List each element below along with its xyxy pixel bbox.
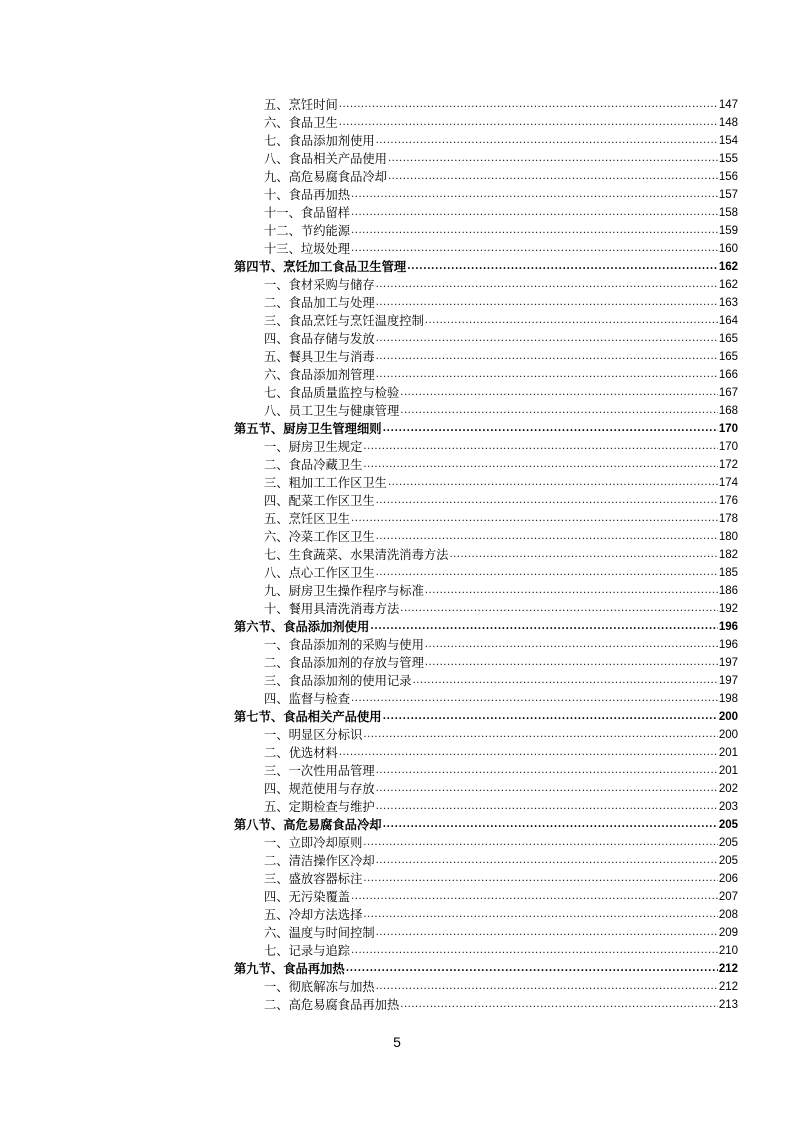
toc-item-entry[interactable] xyxy=(234,870,738,888)
toc-item-entry[interactable] xyxy=(234,780,738,798)
dot-leader xyxy=(370,618,718,636)
toc-entry-title: 五、餐具卫生与消毒 xyxy=(264,350,375,364)
toc-entry-title: 三、一次性用品管理 xyxy=(264,764,375,778)
toc-entry-page: 192 xyxy=(718,603,738,615)
toc-entry-title: 一、食品添加剂的采购与使用 xyxy=(264,638,424,652)
toc-section-entry[interactable] xyxy=(234,708,738,726)
dot-leader xyxy=(425,654,718,672)
dot-leader xyxy=(400,600,718,618)
toc-entry-page: 162 xyxy=(718,279,738,291)
toc-entry-page: 212 xyxy=(718,981,738,993)
toc-item-entry[interactable] xyxy=(234,798,738,816)
toc-entry-page: 159 xyxy=(718,225,738,237)
toc-entry-page: 210 xyxy=(718,945,738,957)
toc-entry-title: 一、厨房卫生规定 xyxy=(264,440,363,454)
toc-entry-page: 205 xyxy=(718,837,738,849)
dot-leader xyxy=(351,186,718,204)
toc-entry-page: 201 xyxy=(718,747,738,759)
dot-leader xyxy=(376,564,718,582)
toc-item-entry[interactable] xyxy=(234,474,738,492)
toc-section-entry[interactable] xyxy=(234,258,738,276)
toc-item-entry[interactable] xyxy=(234,996,738,1014)
toc-entry-title: 七、记录与追踪 xyxy=(264,944,351,958)
toc-item-entry[interactable] xyxy=(234,150,738,168)
toc-entry-page: 197 xyxy=(718,675,738,687)
dot-leader xyxy=(339,114,718,132)
toc-entry-title: 第五节、厨房卫生管理细则 xyxy=(234,421,382,436)
toc-item-entry[interactable] xyxy=(234,294,738,312)
toc-entry-title: 十、餐用具清洗消毒方法 xyxy=(264,602,400,616)
toc-item-entry[interactable] xyxy=(234,762,738,780)
dot-leader xyxy=(383,420,718,438)
dot-leader xyxy=(376,348,718,366)
dot-leader xyxy=(351,888,718,906)
toc-entry-title: 四、监督与检查 xyxy=(264,692,351,706)
toc-entry-title: 十、食品再加热 xyxy=(264,188,351,202)
toc-item-entry[interactable] xyxy=(234,942,738,960)
toc-entry-page: 200 xyxy=(718,711,738,723)
dot-leader xyxy=(425,582,718,600)
dot-leader xyxy=(400,996,718,1014)
toc-entry-page: 164 xyxy=(718,315,738,327)
dot-leader xyxy=(351,942,718,960)
toc-item-entry[interactable] xyxy=(234,672,738,690)
dot-leader xyxy=(376,762,718,780)
toc-entry-title: 九、高危易腐食品冷却 xyxy=(264,170,387,184)
dot-leader xyxy=(376,276,718,294)
dot-leader xyxy=(363,456,717,474)
toc-entry-page: 147 xyxy=(718,99,738,111)
toc-entry-title: 八、员工卫生与健康管理 xyxy=(264,404,400,418)
toc-entry-title: 七、食品添加剂使用 xyxy=(264,134,375,148)
dot-leader xyxy=(351,690,718,708)
toc-item-entry[interactable] xyxy=(234,906,738,924)
toc-entry-title: 十三、垃圾处理 xyxy=(264,242,351,256)
toc-item-entry[interactable] xyxy=(234,834,738,852)
dot-leader xyxy=(388,150,718,168)
dot-leader xyxy=(413,672,718,690)
toc-item-entry[interactable] xyxy=(234,564,738,582)
toc-section-entry[interactable] xyxy=(234,960,738,978)
toc-entry-page: 165 xyxy=(718,333,738,345)
toc-item-entry[interactable] xyxy=(234,636,738,654)
toc-entry-title: 九、厨房卫生操作程序与标准 xyxy=(264,584,424,598)
toc-entry-title: 三、食品添加剂的使用记录 xyxy=(264,674,412,688)
toc-entry-title: 第六节、食品添加剂使用 xyxy=(234,619,370,634)
toc-entry-page: 202 xyxy=(718,783,738,795)
toc-item-entry[interactable] xyxy=(234,888,738,906)
toc-item-entry[interactable] xyxy=(234,312,738,330)
toc-entry-title: 八、食品相关产品使用 xyxy=(264,152,387,166)
dot-leader xyxy=(363,438,717,456)
toc-entry-title: 第四节、烹饪加工食品卫生管理 xyxy=(234,259,407,274)
dot-leader xyxy=(351,222,718,240)
toc-entry-page: 158 xyxy=(718,207,738,219)
dot-leader xyxy=(346,960,718,978)
toc-entry-page: 178 xyxy=(718,513,738,525)
toc-entry-page: 162 xyxy=(718,261,738,273)
dot-leader xyxy=(376,294,718,312)
dot-leader xyxy=(376,528,718,546)
toc-entry-title: 一、彻底解冻与加热 xyxy=(264,980,375,994)
toc-item-entry[interactable] xyxy=(234,510,738,528)
toc-item-entry[interactable] xyxy=(234,528,738,546)
toc-entry-title: 二、高危易腐食品再加热 xyxy=(264,998,400,1012)
dot-leader xyxy=(363,870,717,888)
dot-leader xyxy=(388,168,718,186)
toc-entry-page: 165 xyxy=(718,351,738,363)
toc-entry-page: 185 xyxy=(718,567,738,579)
toc-entry-title: 一、立即冷却原则 xyxy=(264,836,363,850)
toc-entry-title: 第八节、高危易腐食品冷却 xyxy=(234,817,382,832)
toc-entry-title: 二、清洁操作区冷却 xyxy=(264,854,375,868)
toc-entry-title: 十一、食品留样 xyxy=(264,206,351,220)
toc-entry-page: 212 xyxy=(718,963,738,975)
toc-entry-title: 八、点心工作区卫生 xyxy=(264,566,375,580)
dot-leader xyxy=(407,258,718,276)
toc-entry-page: 156 xyxy=(718,171,738,183)
toc-section-entry[interactable] xyxy=(234,618,738,636)
toc-entry-title: 四、配菜工作区卫生 xyxy=(264,494,375,508)
toc-entry-title: 六、温度与时间控制 xyxy=(264,926,375,940)
toc-entry-title: 十二、节约能源 xyxy=(264,224,351,238)
toc-entry-page: 196 xyxy=(718,621,738,633)
toc-item-entry[interactable] xyxy=(234,276,738,294)
dot-leader xyxy=(376,780,718,798)
dot-leader xyxy=(376,852,718,870)
toc-entry-page: 208 xyxy=(718,909,738,921)
toc-entry-page: 167 xyxy=(718,387,738,399)
toc-entry-page: 176 xyxy=(718,495,738,507)
toc-entry-page: 198 xyxy=(718,693,738,705)
toc-section-entry[interactable] xyxy=(234,816,738,834)
toc-entry-title: 二、食品添加剂的存放与管理 xyxy=(264,656,424,670)
toc-entry-page: 201 xyxy=(718,765,738,777)
toc-entry-title: 三、粗加工工作区卫生 xyxy=(264,476,387,490)
dot-leader xyxy=(339,744,718,762)
toc-entry-title: 第七节、食品相关产品使用 xyxy=(234,709,382,724)
toc-entry-page: 197 xyxy=(718,657,738,669)
toc-entry-page: 148 xyxy=(718,117,738,129)
dot-leader xyxy=(363,906,717,924)
toc-entry-page: 205 xyxy=(718,855,738,867)
dot-leader xyxy=(351,204,718,222)
toc-entry-page: 203 xyxy=(718,801,738,813)
toc-item-entry[interactable] xyxy=(234,978,738,996)
toc-item-entry[interactable] xyxy=(234,492,738,510)
dot-leader xyxy=(376,978,718,996)
dot-leader xyxy=(383,708,718,726)
toc-entry-title: 一、明显区分标识 xyxy=(264,728,363,742)
dot-leader xyxy=(363,726,717,744)
toc-entry-page: 166 xyxy=(718,369,738,381)
toc-item-entry[interactable] xyxy=(234,222,738,240)
toc-entry-page: 168 xyxy=(718,405,738,417)
toc-entry-title: 四、无污染覆盖 xyxy=(264,890,351,904)
dot-leader xyxy=(383,816,718,834)
toc-entry-page: 196 xyxy=(718,639,738,651)
toc-entry-page: 163 xyxy=(718,297,738,309)
toc-entry-page: 170 xyxy=(718,441,738,453)
toc-item-entry[interactable] xyxy=(234,600,738,618)
toc-item-entry[interactable] xyxy=(234,204,738,222)
dot-leader xyxy=(339,96,718,114)
toc-item-entry[interactable] xyxy=(234,384,738,402)
dot-leader xyxy=(376,798,718,816)
toc-entry-page: 174 xyxy=(718,477,738,489)
dot-leader xyxy=(376,132,718,150)
toc-entry-page: 170 xyxy=(718,423,738,435)
toc-entry-page: 155 xyxy=(718,153,738,165)
toc-entry-page: 207 xyxy=(718,891,738,903)
toc-entry-title: 六、食品添加剂管理 xyxy=(264,368,375,382)
toc-entry-title: 五、烹饪区卫生 xyxy=(264,512,351,526)
dot-leader xyxy=(376,924,718,942)
toc-item-entry[interactable] xyxy=(234,330,738,348)
dot-leader xyxy=(425,312,718,330)
toc-entry-title: 三、盛放容器标注 xyxy=(264,872,363,886)
toc-item-entry[interactable] xyxy=(234,114,738,132)
toc-item-entry[interactable] xyxy=(234,654,738,672)
table-of-contents xyxy=(234,96,738,1014)
dot-leader xyxy=(400,402,718,420)
dot-leader xyxy=(376,492,718,510)
toc-item-entry[interactable] xyxy=(234,726,738,744)
dot-leader xyxy=(376,330,718,348)
toc-entry-page: 209 xyxy=(718,927,738,939)
toc-item-entry[interactable] xyxy=(234,240,738,258)
toc-entry-title: 七、生食蔬菜、水果清洗消毒方法 xyxy=(264,548,449,562)
toc-item-entry[interactable] xyxy=(234,186,738,204)
toc-item-entry[interactable] xyxy=(234,366,738,384)
toc-item-entry[interactable] xyxy=(234,582,738,600)
dot-leader xyxy=(351,510,718,528)
toc-entry-page: 160 xyxy=(718,243,738,255)
dot-leader xyxy=(400,384,718,402)
toc-section-entry[interactable] xyxy=(234,420,738,438)
toc-item-entry[interactable] xyxy=(234,744,738,762)
toc-entry-title: 第九节、食品再加热 xyxy=(234,961,345,976)
toc-entry-title: 七、食品质量监控与检验 xyxy=(264,386,400,400)
toc-entry-page: 206 xyxy=(718,873,738,885)
toc-item-entry[interactable] xyxy=(234,924,738,942)
dot-leader xyxy=(388,474,718,492)
toc-entry-page: 200 xyxy=(718,729,738,741)
toc-entry-page: 180 xyxy=(718,531,738,543)
toc-item-entry[interactable] xyxy=(234,546,738,564)
toc-entry-page: 182 xyxy=(718,549,738,561)
toc-entry-title: 五、冷却方法选择 xyxy=(264,908,363,922)
toc-entry-page: 154 xyxy=(718,135,738,147)
toc-entry-title: 一、食材采购与储存 xyxy=(264,278,375,292)
toc-item-entry[interactable] xyxy=(234,168,738,186)
dot-leader xyxy=(449,546,717,564)
toc-item-entry[interactable] xyxy=(234,438,738,456)
toc-item-entry[interactable] xyxy=(234,456,738,474)
toc-entry-title: 二、食品加工与处理 xyxy=(264,296,375,310)
toc-entry-page: 157 xyxy=(718,189,738,201)
toc-entry-title: 二、食品冷藏卫生 xyxy=(264,458,363,472)
toc-entry-title: 六、冷菜工作区卫生 xyxy=(264,530,375,544)
toc-entry-title: 五、烹饪时间 xyxy=(264,98,338,112)
toc-item-entry[interactable] xyxy=(234,852,738,870)
toc-entry-title: 二、优选材料 xyxy=(264,746,338,760)
toc-entry-title: 三、食品烹饪与烹饪温度控制 xyxy=(264,314,424,328)
dot-leader xyxy=(363,834,717,852)
toc-item-entry[interactable] xyxy=(234,348,738,366)
toc-item-entry[interactable] xyxy=(234,402,738,420)
toc-item-entry[interactable] xyxy=(234,690,738,708)
dot-leader xyxy=(425,636,718,654)
toc-entry-title: 五、定期检查与维护 xyxy=(264,800,375,814)
toc-entry-page: 205 xyxy=(718,819,738,831)
toc-entry-page: 172 xyxy=(718,459,738,471)
toc-entry-title: 四、规范使用与存放 xyxy=(264,782,375,796)
toc-entry-title: 六、食品卫生 xyxy=(264,116,338,130)
toc-entry-page: 186 xyxy=(718,585,738,597)
toc-entry-title: 四、食品存储与发放 xyxy=(264,332,375,346)
toc-item-entry[interactable] xyxy=(234,96,738,114)
dot-leader xyxy=(376,366,718,384)
toc-entry-page: 213 xyxy=(718,999,738,1011)
dot-leader xyxy=(351,240,718,258)
page-number: 5 xyxy=(393,1034,401,1050)
toc-item-entry[interactable] xyxy=(234,132,738,150)
